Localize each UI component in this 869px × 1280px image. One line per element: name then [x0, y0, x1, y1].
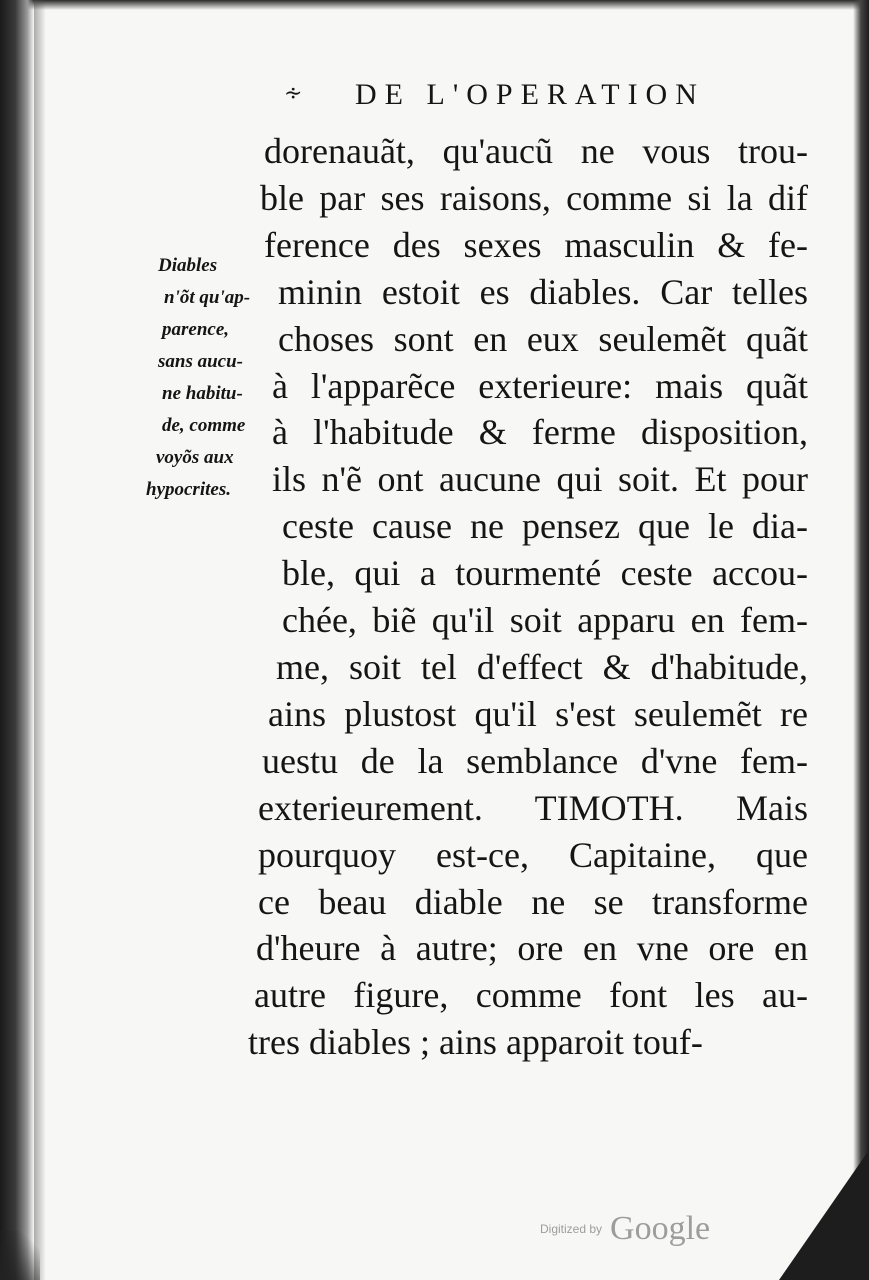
body-line: ils n'ẽ ont aucune qui soit. Et pour	[272, 459, 808, 500]
body-line: autre figure, comme font les au-	[254, 975, 808, 1016]
page-corner-shadow	[779, 1150, 869, 1280]
body-line: à l'apparẽce exterieure: mais quãt	[272, 365, 808, 406]
margin-note-line: hypocrites.	[146, 479, 231, 500]
page-corner-shadow-left	[0, 1230, 40, 1280]
head-ornament: ∻	[284, 80, 303, 105]
body-line: minin estoit es diables. Car telles	[278, 271, 808, 312]
body-line: uestu de la semblance d'vne fem-	[262, 740, 808, 781]
body-line: à l'habitude & ferme disposition,	[272, 412, 808, 453]
page-edge-right	[853, 0, 869, 1280]
page-edge-top	[0, 0, 869, 10]
body-line: chée, biẽ qu'il soit apparu en fem-	[282, 600, 808, 641]
body-line: d'heure à autre; ore en vne ore en	[256, 928, 808, 969]
margin-note-line: de, comme	[162, 415, 246, 436]
body-line: tres diables ; ains apparoit touf-	[248, 1022, 703, 1063]
margin-note-line: n'õt qu'ap-	[164, 287, 251, 308]
body-line: exterieurement. TIMOTH. Mais	[258, 787, 808, 828]
body-line: ference des sexes masculin & fe-	[264, 224, 808, 265]
body-line: ble, qui a tourmenté ceste accou-	[282, 553, 808, 594]
margin-note-line: Diables	[158, 255, 218, 276]
body-line: dorenauãt, qu'aucũ ne vous trou-	[264, 131, 808, 171]
margin-note-line: sans aucu-	[158, 351, 243, 372]
running-head: DE L'OPERATION	[355, 78, 705, 111]
page-edge-left	[0, 0, 34, 1280]
body-line: choses sont en eux seulemẽt quãt	[278, 318, 808, 359]
body-line: ains plustost qu'il s'est seulemẽt re	[268, 693, 808, 734]
margin-note-line: parence,	[162, 319, 230, 340]
margin-note-line: ne habitu-	[162, 383, 243, 404]
body-text	[248, 128, 808, 1066]
digitized-by-watermark	[540, 1210, 710, 1248]
body-line: ceste cause ne pensez que le dia-	[282, 506, 808, 547]
body-line: ce beau diable ne se transforme	[258, 881, 808, 922]
page-gutter-shadow	[34, 0, 46, 1280]
margin-note-line: voyõs aux	[156, 447, 234, 468]
body-line: ble par ses raisons, comme si la dif	[260, 177, 808, 218]
body-line: me, soit tel d'effect & d'habitude,	[276, 646, 808, 687]
body-line: pourquoy est-ce, Capitaine, que	[258, 834, 808, 875]
google-logo: Google	[610, 1210, 711, 1247]
watermark-prefix: Digitized by	[540, 1222, 603, 1236]
